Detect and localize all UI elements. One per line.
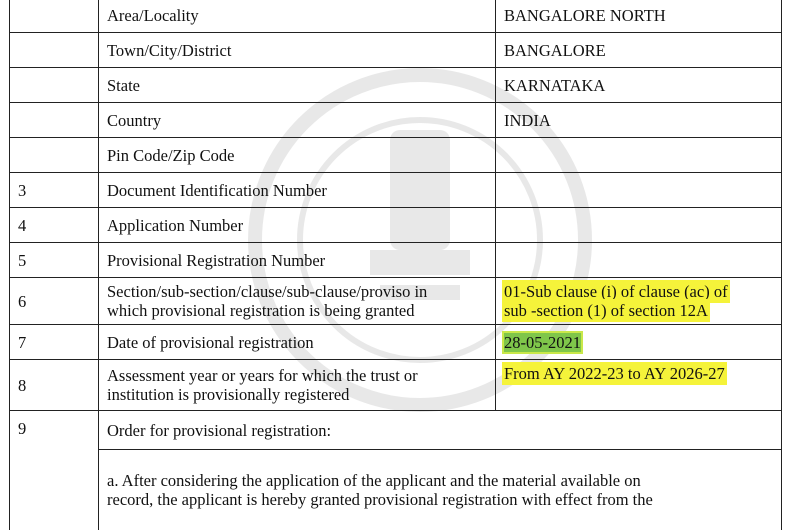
country-value: INDIA (496, 103, 782, 138)
row-label-line: Section/sub-section/clause/sub-clause/proviso in (107, 282, 427, 301)
city-value: BANGALORE (496, 33, 782, 68)
row-number: 9 (10, 411, 99, 530)
row-label (99, 360, 496, 411)
area-value: BANGALORE NORTH (496, 0, 782, 33)
row-number: 3 (10, 173, 99, 208)
row-label: Application Number (99, 208, 496, 243)
country-row (10, 103, 782, 138)
order-body-row (10, 450, 782, 530)
pin-row (10, 138, 782, 173)
table-row (10, 360, 782, 411)
pin-label: Pin Code/Zip Code (99, 138, 496, 173)
area-row (10, 0, 782, 33)
row-label-line: Assessment year or years for which the trust or (107, 366, 418, 385)
row-number: 6 (10, 278, 99, 325)
row-value (496, 325, 782, 360)
row-label: Date of provisional registration (99, 325, 496, 360)
row-number: 8 (10, 360, 99, 411)
city-label: Town/City/District (99, 33, 496, 68)
pin-value (496, 138, 782, 173)
state-label: State (99, 68, 496, 103)
order-heading: Order for provisional registration: (99, 411, 782, 450)
table-row (10, 208, 782, 243)
table-row (10, 173, 782, 208)
row-value (496, 243, 782, 278)
row-value (496, 208, 782, 243)
row-label: Provisional Registration Number (99, 243, 496, 278)
table-row (10, 243, 782, 278)
row-number: 7 (10, 325, 99, 360)
area-label: Area/Locality (99, 0, 496, 33)
row-number: 5 (10, 243, 99, 278)
table-row (10, 278, 782, 325)
order-text (99, 450, 782, 530)
state-row (10, 68, 782, 103)
registration-table (9, 0, 782, 530)
highlighted-assessment-years: From AY 2022-23 to AY 2026-27 (504, 364, 725, 383)
highlighted-value-line: sub -section (1) of section 12A (504, 301, 708, 320)
order-text-line: a. After considering the application of the applicant and the material available on (107, 471, 641, 490)
row-number: 4 (10, 208, 99, 243)
row-label-line: institution is provisionally registered (107, 385, 349, 404)
row-value (496, 278, 782, 325)
row-label (99, 278, 496, 325)
row-value (496, 360, 782, 411)
table-row (10, 325, 782, 360)
country-label: Country (99, 103, 496, 138)
row-value (496, 173, 782, 208)
highlighted-value-line: 01-Sub clause (i) of clause (ac) of (504, 282, 728, 301)
highlighted-date: 28-05-2021 (504, 333, 581, 352)
state-value: KARNATAKA (496, 68, 782, 103)
row-label: Document Identification Number (99, 173, 496, 208)
row-label-line: which provisional registration is being granted (107, 301, 414, 320)
table-row (10, 411, 782, 450)
order-text-line: record, the applicant is hereby granted provisional registration with effect from the (107, 490, 653, 509)
city-row (10, 33, 782, 68)
